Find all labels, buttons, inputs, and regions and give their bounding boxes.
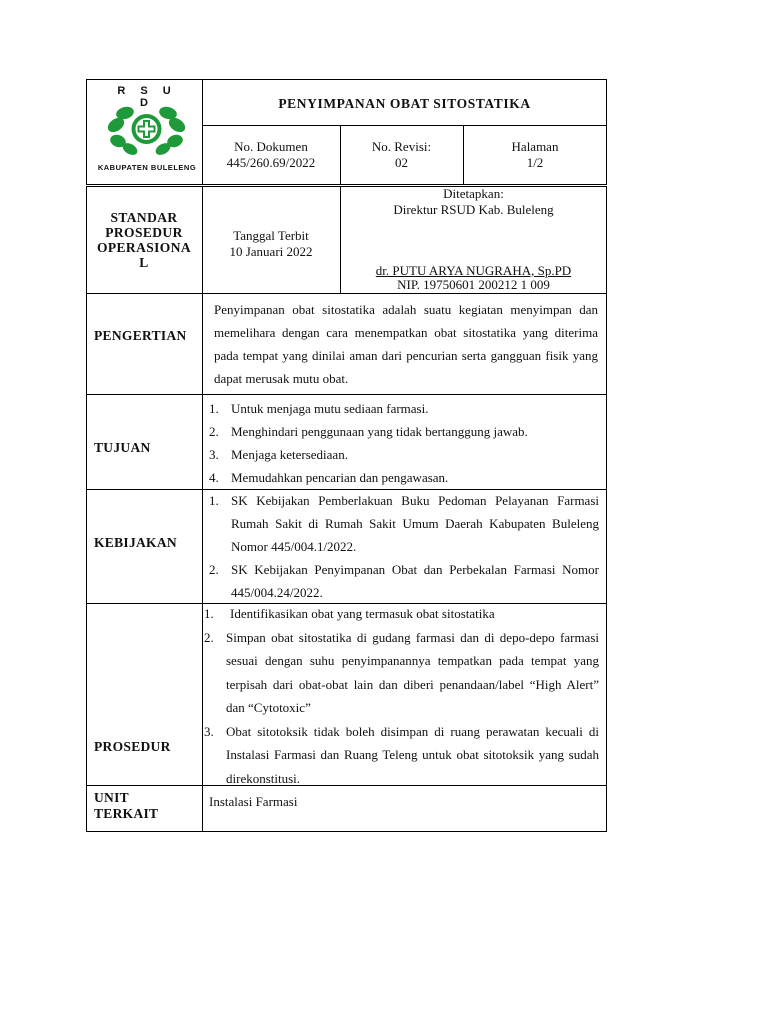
revision-value: 02 [395,155,408,170]
list-item-text: Menjaga ketersediaan. [231,447,348,462]
list-item [209,420,599,443]
list-item [209,466,599,489]
doc-number-label: No. Dokumen [234,139,308,154]
hospital-logo [92,83,202,181]
list-item-text: SK Kebijakan Penyimpanan Obat dan Perbekalan Farmasi Nomor 445/004.24/2022. [231,562,599,600]
tujuan-list [209,397,599,489]
list-item [209,443,599,466]
logo-ring-text: KABUPATEN BULELENG [97,163,197,172]
list-item-text: Identifikasikan obat yang termasuk obat sitostatika [230,606,495,621]
doc-number-value: 445/260.69/2022 [226,155,316,170]
list-item-number: 1. [204,606,214,621]
unit-label-line: TERKAIT [94,806,159,821]
revision-label: No. Revisi: [371,139,432,154]
list-item-number: 3. [204,723,214,739]
kebijakan-list [209,489,599,604]
list-item-number: 1. [209,493,219,508]
approval-label: Ditetapkan: [443,186,504,201]
signer-name: dr. PUTU ARYA NUGRAHA, Sp.PD [375,263,572,278]
page-value: 1/2 [526,155,544,170]
list-item-text: Simpan obat sitostatika di gudang farmasi dan di depo-depo farmasi sesuai dengan suhu penyimpanannya tempatkan pada tempat yang terpisah dari obat-obat lain dan diberi penandaan/label “High Alert” dan “Cytotoxic” [226,629,599,715]
pengertian-label: PENGERTIAN [94,328,187,343]
list-item [204,602,599,626]
sop-label-line: L [139,255,149,270]
issue-date-label: Tanggal Terbit [233,228,309,243]
header-divider-title [202,125,607,126]
body-divider-labels [202,186,203,832]
list-item-number: 1. [209,401,219,416]
kebijakan-label: KEBIJAKAN [94,535,177,550]
unit-label [94,790,158,822]
issue-date-value: 10 Januari 2022 [229,244,313,259]
list-item-text: SK Kebijakan Pemberlakuan Buku Pedoman Pelayanan Farmasi Rumah Sakit di Rumah Sakit Umum Daerah Kabupaten Buleleng Nomor 445/004.1/2022. [231,493,599,554]
approval-authority: Direktur RSUD Kab. Buleleng [393,202,554,217]
sop-label-line: STANDAR [110,210,178,225]
list-item [204,720,599,791]
list-item [209,558,599,604]
list-item-text: Untuk menjaga mutu sediaan farmasi. [231,401,429,416]
tujuan-label: TUJUAN [94,440,151,455]
list-item-text: Memudahkan pencarian dan pengawasan. [231,470,449,485]
list-item-number: 3. [209,447,219,462]
list-item-number: 4. [209,470,219,485]
list-item [204,626,599,720]
logo-top-text: R S U D [117,85,177,109]
row-divider-2 [86,394,607,395]
list-item-text: Menghindari penggunaan yang tidak bertanggung jawab. [231,424,528,439]
pengertian-text: Penyimpanan obat sitostatika adalah suatu kegiatan menyimpan dan memelihara dengan cara menempatkan obat sitostatika yang diterima pada tempat yang dinilai aman dari pencurian serta gangguan fisik yang dapat merusak mutu obat. [214,302,598,386]
list-item [209,489,599,558]
sop-label-line: OPERASIONA [96,240,191,255]
list-item-number: 2. [209,562,219,577]
list-item-number: 2. [209,424,219,439]
sop-label-line: PROSEDUR [105,225,183,240]
row-divider-1 [86,293,607,294]
list-item-number: 2. [204,629,214,645]
document-title: PENYIMPANAN OBAT SITOSTATIKA [278,96,531,111]
prosedur-label: PROSEDUR [94,739,171,754]
list-item-text: Obat sitotoksik tidak boleh disimpan di ruang perawatan kecuali di Instalasi Farmasi dan Ruang Teleng untuk obat sitotoksik yang sudah direkonstitusi. [226,723,599,786]
list-item [209,397,599,420]
prosedur-list [204,602,599,790]
unit-text: Instalasi Farmasi [209,794,298,809]
page-label: Halaman [511,139,559,154]
signer-nip: NIP. 19750601 200212 1 009 [397,277,550,292]
unit-label-line: UNIT [94,790,129,805]
sop-label [86,210,202,270]
